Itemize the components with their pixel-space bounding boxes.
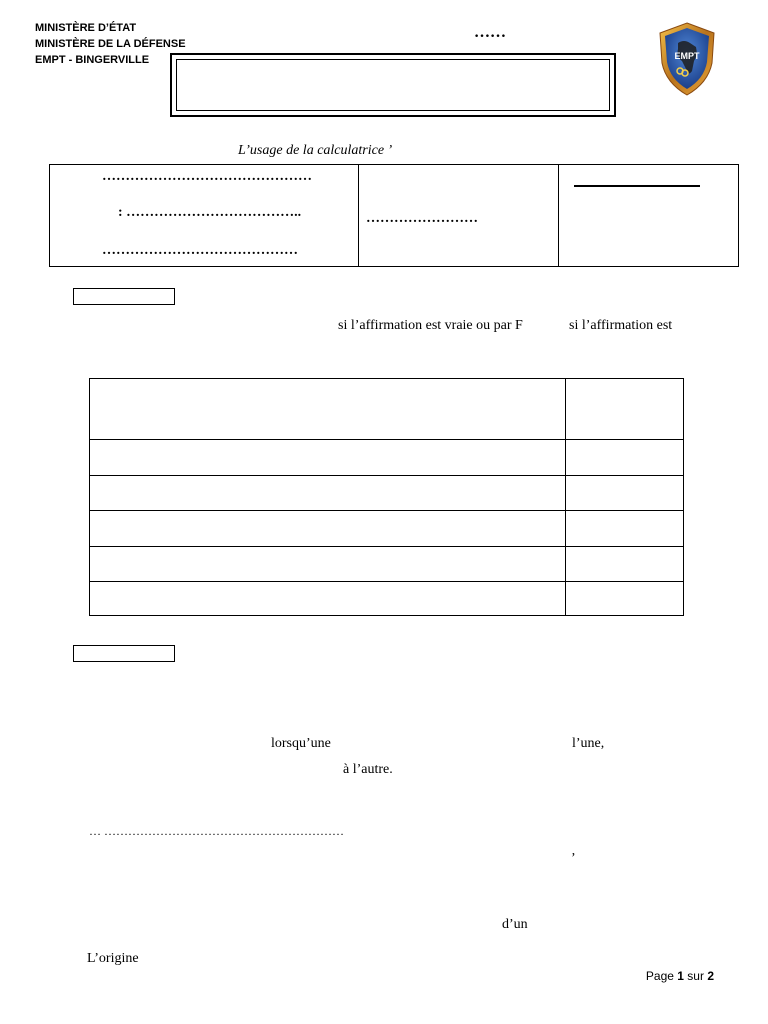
title-frame-inner (176, 59, 610, 111)
true-false-table (89, 378, 684, 616)
table-row (90, 475, 683, 476)
exercise-2-text-lune: l’une, (572, 736, 605, 751)
title-frame (170, 53, 616, 117)
exercise-2-text-lorsquune: lorsqu’une (271, 736, 331, 751)
info-field-class: : ……………………………….. (118, 205, 302, 220)
header-ministry-state: MINISTÈRE D’ÉTAT (35, 22, 137, 34)
table-row (90, 439, 683, 440)
table-row (90, 581, 683, 582)
logo-text: EMPT (674, 51, 700, 61)
info-table-divider-1 (358, 165, 359, 266)
exercise-2-text-alautre: à l’autre. (343, 762, 393, 777)
table-row (90, 510, 683, 511)
info-field-other: …………………………………… (102, 243, 298, 258)
footer-page-total: 2 (707, 969, 714, 983)
exercise-1-label-box (73, 288, 175, 305)
exercise-2-text-origine: L’origine (87, 951, 139, 966)
table-row (90, 546, 683, 547)
exercise-1-instruction-b: si l’affirmation est (569, 318, 673, 333)
shield-icon (656, 21, 718, 97)
info-table (49, 164, 739, 267)
footer-page-number: 1 (677, 969, 684, 983)
footer-page-word: Page (645, 969, 674, 983)
exercise-2-dots-line: … …………………………………………………… (89, 824, 344, 838)
info-field-name: ……………………………………… (102, 169, 312, 184)
info-signature-line (574, 185, 700, 187)
info-field-mark: …………………… (366, 211, 478, 226)
header-ministry-defense: MINISTÈRE DE LA DÉFENSE (35, 38, 186, 50)
true-false-column-divider (565, 379, 566, 615)
header-school: EMPT - BINGERVILLE (35, 54, 150, 66)
header-dots: …… (474, 24, 506, 41)
page-footer (646, 969, 714, 983)
calculator-note: L’usage de la calculatrice ’ (238, 143, 393, 158)
exercise-2-label-box (73, 645, 175, 662)
exercise-2-text-dun: d’un (502, 917, 528, 932)
footer-of-word: sur (687, 969, 704, 983)
exercise-2-comma: ’ (571, 851, 576, 866)
info-table-divider-2 (558, 165, 559, 266)
exercise-1-instruction-a: si l’affirmation est vraie ou par F (338, 318, 523, 333)
empt-logo (656, 21, 718, 97)
